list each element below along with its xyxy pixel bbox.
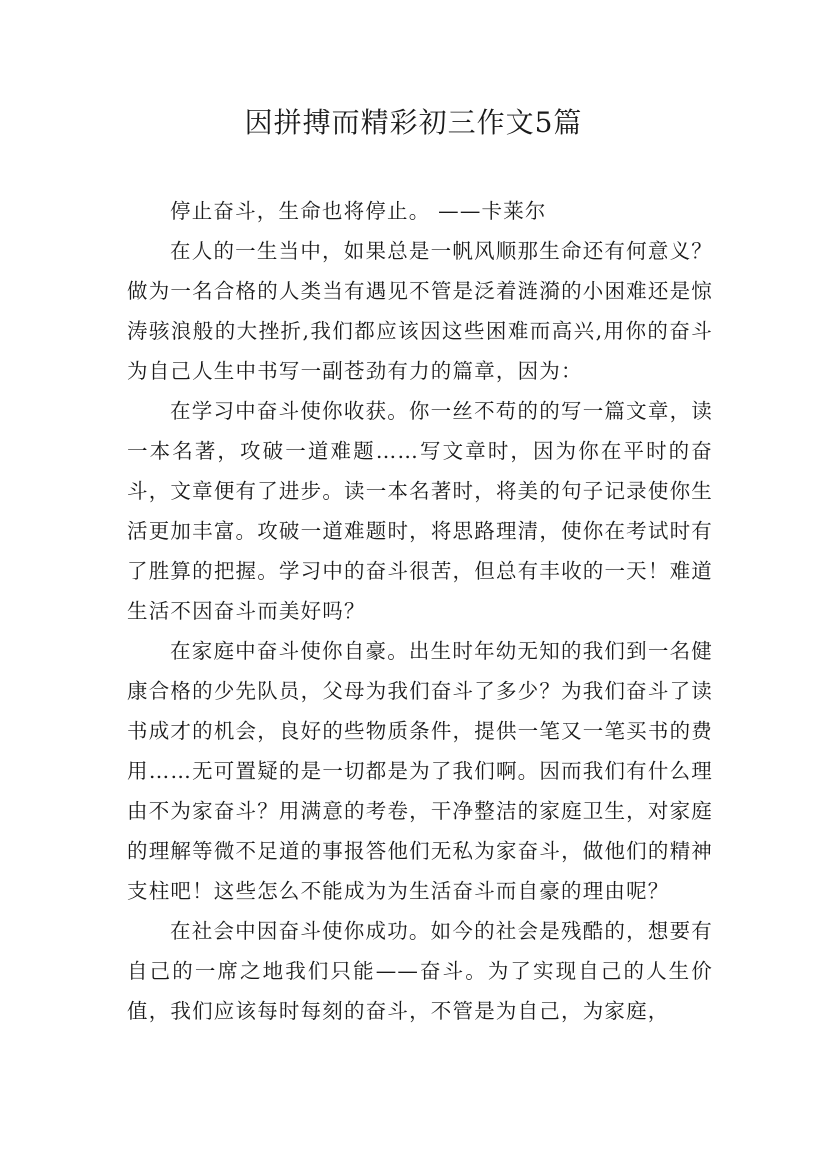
essay-paragraph-family: 在家庭中奋斗使你自豪。出生时年幼无知的我们到一名健康合格的少先队员，父母为我们奋斗了多少？为我们奋斗了读书成才的机会，良好的些物质条件，提供一笔又一笔买书的费用……无可置疑的是一切都是为了我们啊。因而我们有什么理由不为家奋斗？用满意的考卷，干净整洁的家庭卫生，对家庭的理解等微不足道的事报答他们无私为家奋斗，做他们的精神支柱吧！这些怎么不能成为为生活奋斗而自豪的理由呢？: [127, 639, 713, 903]
essay-paragraph-society: 在社会中因奋斗使你成功。如今的社会是残酷的，想要有自己的一席之地我们只能——奋斗。为了实现自己的人生价值，我们应该每时每刻的奋斗，不管是为自己，为家庭，: [127, 919, 713, 1023]
essay-epigraph: 停止奋斗，生命也将停止。 ——卡莱尔: [170, 199, 547, 223]
document-title: 因拼搏而精彩初三作文5篇: [244, 106, 583, 139]
essay-paragraph-intro: 在人的一生当中，如果总是一帆风顺那生命还有何意义？做为一名合格的人类当有遇见不管是泛着涟漪的小困难还是惊涛骇浪般的大挫折,我们都应该因这些困难而高兴,用你的奋斗为自己人生中书写一副苍劲有力的篇章，因为：: [127, 239, 713, 383]
essay-body: [127, 191, 713, 1031]
essay-paragraph-study: 在学习中奋斗使你收获。你一丝不苟的的写一篇文章，读一本名著，攻破一道难题……写文章时，因为你在平时的奋斗，文章便有了进步。读一本名著时，将美的句子记录使你生活更加丰富。攻破一道难题时，将思路理清，使你在考试时有了胜算的把握。学习中的奋斗很苦，但总有丰收的一天！难道生活不因奋斗而美好吗？: [127, 399, 713, 623]
